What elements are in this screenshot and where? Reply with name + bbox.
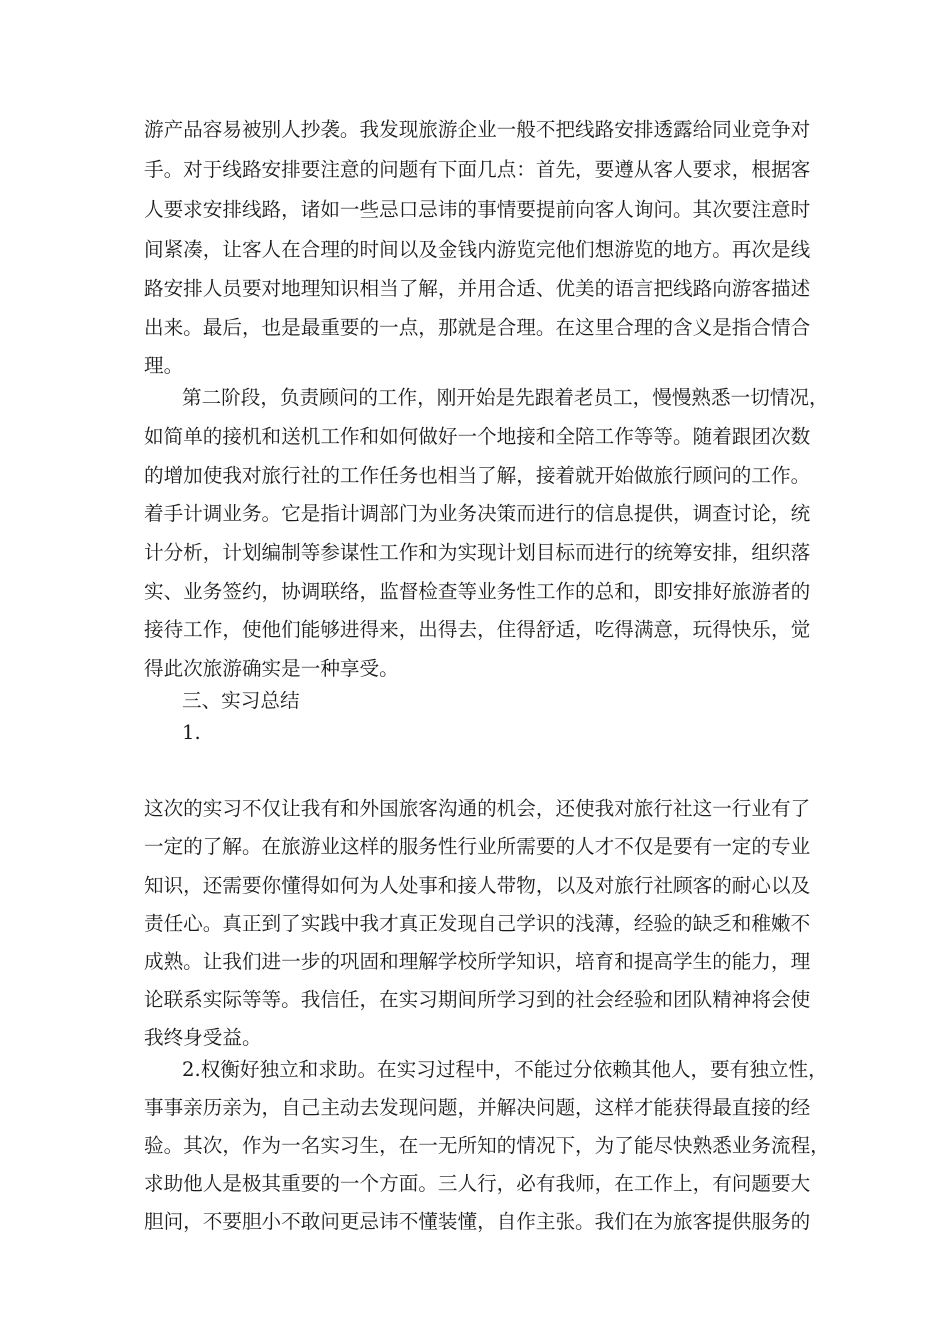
text-line: 如简单的接机和送机工作和如何做好一个地接和全陪工作等等。随着跟团次数 [144,425,811,448]
text-line: 胆问，不要胆小不敢问更忌讳不懂装懂，自作主张。我们在为旅客提供服务的 [144,1210,811,1233]
section-heading: 三、实习总结 [182,689,300,712]
text-line: 出来。最后，也是最重要的一点，那就是合理。在这里合理的含义是指合情合 [144,316,811,339]
text-line: 得此次旅游确实是一种享受。 [144,657,399,680]
text-line: 成熟。让我们进一步的巩固和理解学校所学知识，培育和提高学生的能力，理 [144,950,811,973]
text-line: 实、业务签约，协调联络，监督检查等业务性工作的总和，即安排好旅游者的 [144,580,811,603]
text-line: 路安排人员要对地理知识相当了解，并用合适、优美的语言把线路向游客描述 [144,277,811,300]
text-line: 验。其次，作为一名实习生，在一无所知的情况下，为了能尽快熟悉业务流程， [144,1134,830,1157]
list-number: 1. [182,721,201,744]
paragraph-first-line: 2.权衡好独立和求助。在实习过程中，不能过分依赖其他人，要有独立性， [182,1058,828,1081]
text-line: 责任心。真正到了实践中我才真正发现自己学识的浅薄，经验的缺乏和稚嫩不 [144,912,811,935]
text-line: 求助他人是极其重要的一个方面。三人行，必有我师，在工作上，有问题要大 [144,1172,811,1195]
text-line: 间紧凑，让客人在合理的时间以及金钱内游览完他们想游览的地方。再次是线 [144,238,811,261]
text-line: 论联系实际等等。我信任，在实习期间所学习到的社会经验和团队精神将会使 [144,988,811,1011]
text-line: 的增加使我对旅行社的工作任务也相当了解，接着就开始做旅行顾问的工作。 [144,464,811,487]
text-line: 计分析，计划编制等参谋性工作和为实现计划目标而进行的统筹安排，组织落 [144,541,811,564]
text-line: 我终身受益。 [144,1026,262,1049]
text-line: 这次的实习不仅让我有和外国旅客沟通的机会，还使我对旅行社这一行业有了 [144,797,811,820]
text-line: 知识，还需要你懂得如何为人处事和接人带物，以及对旅行社顾客的耐心以及 [144,874,811,897]
text-line: 游产品容易被别人抄袭。我发现旅游企业一般不把线路安排透露给同业竞争对 [144,118,811,141]
paragraph-first-line: 第二阶段，负责顾问的工作，刚开始是先跟着老员工，慢慢熟悉一切情况， [182,386,829,409]
text-line: 着手计调业务。它是指计调部门为业务决策而进行的信息提供，调查讨论，统 [144,502,811,525]
text-line: 一定的了解。在旅游业这样的服务性行业所需要的人才不仅是要有一定的专业 [144,835,811,858]
text-line: 事事亲历亲为，自己主动去发现问题，并解决问题，这样才能获得最直接的经 [144,1096,811,1119]
text-line: 人要求安排线路，诸如一些忌口忌讳的事情要提前向客人询问。其次要注意时 [144,198,811,221]
text-line: 理。 [144,354,184,377]
text-line: 接待工作，使他们能够进得来，出得去，住得舒适，吃得满意，玩得快乐，觉 [144,618,811,641]
text-line: 手。对于线路安排要注意的问题有下面几点：首先，要遵从客人要求，根据客 [144,158,811,181]
